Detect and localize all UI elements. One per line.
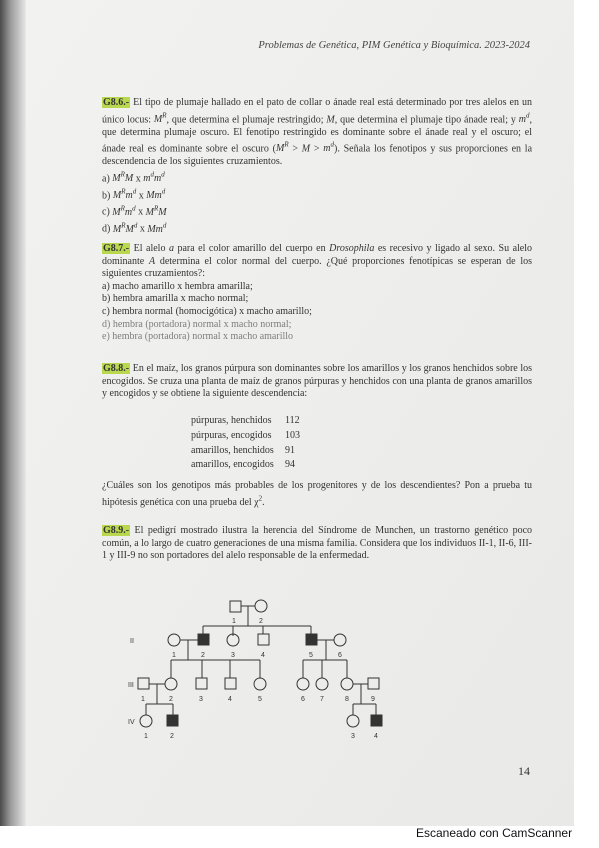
pedigree-female bbox=[334, 634, 346, 646]
problem-tag: G8.7.- bbox=[103, 243, 130, 254]
table-cell-count: 94 bbox=[285, 459, 295, 471]
pedigree-female bbox=[168, 634, 180, 646]
pedigree-chart bbox=[126, 590, 436, 750]
list-item: d) $M^RM^d$ x Mm$^d$ bbox=[102, 221, 167, 235]
problem-tag: G8.8.- bbox=[103, 363, 130, 374]
pedigree-female bbox=[165, 678, 177, 690]
problem-g87 bbox=[102, 243, 532, 344]
offspring-table bbox=[191, 414, 300, 473]
individual-number: 6 bbox=[301, 696, 305, 703]
list-item: b) hembra amarilla x macho normal; bbox=[102, 293, 249, 305]
table-cell-label: púrpuras, encogidos bbox=[191, 429, 272, 441]
individual-number: 4 bbox=[228, 696, 232, 703]
pedigree-affected-male bbox=[167, 715, 178, 726]
generation-label: IV bbox=[128, 719, 135, 726]
individual-number: 2 bbox=[259, 618, 263, 625]
list-item: b) $M^Rm^d$ x Mm$^d$ bbox=[102, 187, 166, 201]
pedigree-affected-male bbox=[198, 634, 209, 645]
document-page bbox=[26, 0, 574, 826]
list-item: e) hembra (portadora) normal x macho amarillo bbox=[102, 331, 294, 343]
individual-number: 9 bbox=[371, 696, 375, 703]
pedigree-female bbox=[140, 715, 152, 727]
generation-label: III bbox=[128, 682, 134, 689]
pedigree-male bbox=[368, 678, 379, 689]
individual-number: 6 bbox=[338, 652, 342, 659]
generation-label: II bbox=[130, 638, 134, 645]
page-number: 14 bbox=[518, 764, 530, 778]
problem-text: El alelo a para el color amarillo del cuerpo en Drosophila es recesivo y ligado al sexo. Su alelo dominante A determina el color normal del cuerpo. ¿Qué proporciones fenotípicas se esperan de los siguientes cruzamientos?: bbox=[102, 243, 533, 280]
pedigree-affected-male bbox=[371, 715, 382, 726]
table-cell-count: 103 bbox=[285, 429, 300, 441]
pedigree-male bbox=[196, 678, 207, 689]
individual-number: 7 bbox=[320, 696, 324, 703]
pedigree-female bbox=[347, 715, 359, 727]
pedigree-male bbox=[230, 601, 241, 612]
list-item: c) hembra normal (homocigótica) x macho amarillo; bbox=[102, 305, 312, 317]
problem-tag: G8.6.- bbox=[103, 97, 130, 108]
pedigree-female bbox=[254, 678, 266, 690]
individual-number: 1 bbox=[141, 696, 145, 703]
problem-tag: G8.9.- bbox=[103, 525, 130, 536]
list-item: d) hembra (portadora) normal x macho normal; bbox=[102, 318, 292, 330]
problem-g89 bbox=[102, 525, 532, 563]
pedigree-female bbox=[255, 600, 267, 612]
scanner-watermark: Escaneado con CamScanner bbox=[416, 826, 573, 840]
problem-text: En el maíz, los granos púrpura son dominantes sobre los amarillos y los granos henchidos sobre los encogidos. Se cruza una planta de maíz de granos púrpuras y henchidos con una planta de granos amarillos y encogidos y se obtiene la siguiente descendencia: bbox=[102, 363, 533, 400]
question-text: ¿Cuáles son los genotipos más probables de los progenitores y de los descendientes? Pon a prueba tu hipótesis genética con una prueba del $\chi^2$. bbox=[102, 480, 532, 508]
list-item: c) $M^Rm^d$ x $M^RM$ bbox=[102, 204, 167, 218]
problem-g88-question bbox=[102, 480, 532, 510]
table-row bbox=[191, 458, 300, 473]
individual-number: 1 bbox=[232, 618, 236, 625]
pedigree-male bbox=[225, 678, 236, 689]
problem-g86 bbox=[102, 97, 532, 236]
table-cell-count: 112 bbox=[285, 415, 300, 426]
pedigree-male bbox=[138, 678, 149, 689]
problem-g88 bbox=[102, 363, 532, 401]
table-cell-label: púrpuras, henchidos bbox=[191, 415, 272, 426]
individual-number: 3 bbox=[231, 652, 235, 659]
problem-text: El tipo de plumaje hallado en el pato de collar o ánade real está determinado por tres alelos en un único locus: $M^R$, que determina el plumaje restringido; M, que determina el plumaje tipo ánade real; y $m^d$, que determina plumaje oscuro. El fenotipo restringido es dominante sobre el ánade real y el oscuro; el ánade real es dominante sobre el oscuro $(M^R > M > m^d)$. Señala los fenotipos y sus proporciones en la descendencia de los siguientes cruzamientos. bbox=[102, 97, 533, 168]
pedigree-female bbox=[297, 678, 309, 690]
individual-number: 2 bbox=[201, 652, 205, 659]
problem-text: El pedigrí mostrado ilustra la herencia del Síndrome de Munchen, un trastorno genético poco común, a lo largo de cuatro generaciones de una misma familia. Considera que los individuos II-1, II-6, III-1 y III-9 no son portadores del alelo responsable de la enfermedad. bbox=[102, 525, 533, 562]
pedigree-female bbox=[316, 678, 328, 690]
individual-number: 2 bbox=[169, 696, 173, 703]
individual-number: 4 bbox=[261, 652, 265, 659]
table-row bbox=[191, 414, 300, 429]
individual-number: 2 bbox=[170, 733, 174, 740]
individual-number: 1 bbox=[144, 733, 148, 740]
table-cell-count: 91 bbox=[285, 444, 295, 456]
scan-edge-shadow bbox=[0, 0, 26, 826]
table-cell-label: amarillos, encogidos bbox=[191, 459, 274, 471]
list-item: a) macho amarillo x hembra amarilla; bbox=[102, 280, 253, 292]
individual-number: 1 bbox=[172, 652, 176, 659]
pedigree-female bbox=[341, 678, 353, 690]
table-row bbox=[191, 429, 300, 444]
individual-number: 4 bbox=[374, 733, 378, 740]
individual-number: 8 bbox=[345, 696, 349, 703]
table-row bbox=[191, 444, 300, 459]
table-cell-label: amarillos, henchidos bbox=[191, 444, 274, 456]
individual-number: 3 bbox=[199, 696, 203, 703]
running-header: Problemas de Genética, PIM Genética y Bioquímica. 2023-2024 bbox=[258, 40, 530, 51]
pedigree-affected-male bbox=[306, 634, 317, 645]
individual-number: 3 bbox=[351, 733, 355, 740]
individual-number: 5 bbox=[309, 652, 313, 659]
individual-number: 5 bbox=[258, 696, 262, 703]
pedigree-male bbox=[258, 634, 269, 645]
list-item: a) $M^RM$ x $m^dm^d$ bbox=[102, 170, 165, 184]
